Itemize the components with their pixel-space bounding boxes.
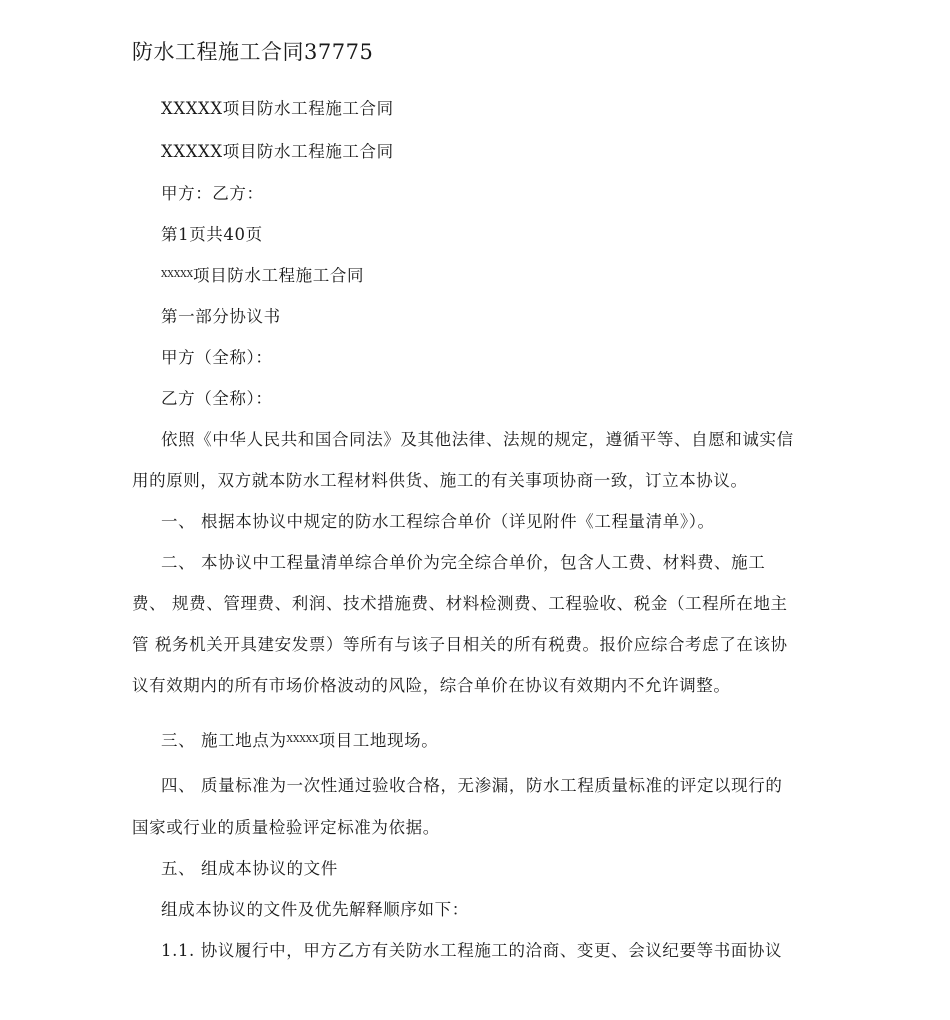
- clause-item-2-line-3: 管 税务机关开具建安发票）等所有与该子目相关的所有税费。报价应综合考虑了在该协: [132, 635, 788, 654]
- preamble-line-2: 用的原则，双方就本防水工程材料供货、施工的有关事项协商一致，订立本协议。: [132, 471, 748, 490]
- preamble-line-1: 依照《中华人民共和国合同法》及其他法律、法规的规定，遵循平等、自愿和诚实信: [161, 430, 794, 449]
- contract-heading-1: XXXXX项目防水工程施工合同: [161, 99, 394, 118]
- contract-heading-2: XXXXX项目防水工程施工合同: [161, 142, 394, 161]
- contract-heading-3: [161, 262, 364, 286]
- part-one-title: 第一部分协议书: [161, 307, 281, 326]
- clause-item-5: 五、 组成本协议的文件: [161, 859, 338, 878]
- clause-1-1: 1.1. 协议履行中，甲方乙方有关防水工程施工的洽商、变更、会议纪要等书面协议: [161, 941, 783, 960]
- small-project-mark-2: XXXXX: [286, 735, 319, 745]
- small-project-mark: XXXXX: [161, 270, 194, 280]
- clause-item-2-line-1: 二、 本协议中工程量清单综合单价为完全综合单价，包含人工费、材料费、施工: [161, 553, 766, 572]
- clause-item-4-line-1: 四、 质量标准为一次性通过验收合格，无渗漏，防水工程质量标准的评定以现行的: [161, 776, 783, 795]
- contract-heading-3-text: 项目防水工程施工合同: [193, 266, 365, 285]
- clause-item-3-prefix: 三、 施工地点为: [161, 731, 287, 750]
- page-indicator: 第1页共40页: [161, 225, 263, 244]
- clause-item-3-suffix: 项目工地现场。: [318, 731, 439, 750]
- party-a-line: 甲方（全称）：: [161, 348, 273, 367]
- clause-item-1: 一、 根据本协议中规定的防水工程综合单价（详见附件《工程量清单》）。: [161, 512, 715, 531]
- clause-item-2-line-2: 费、 规费、管理费、利润、技术措施费、材料检测费、工程验收、税金（工程所在地主: [132, 594, 788, 613]
- party-b-line: 乙方（全称）：: [161, 389, 273, 408]
- clause-item-2-line-4: 议有效期内的所有市场价格波动的风险，综合单价在协议有效期内不允许调整。: [132, 676, 731, 695]
- parties-line: 甲方：乙方：: [161, 184, 264, 203]
- clause-item-3: [161, 727, 438, 751]
- documents-intro: 组成本协议的文件及优先解释顺序如下：: [161, 900, 469, 919]
- clause-item-4-line-2: 国家或行业的质量检验评定标准为依据。: [132, 818, 440, 837]
- document-title: 防水工程施工合同37775: [132, 40, 374, 64]
